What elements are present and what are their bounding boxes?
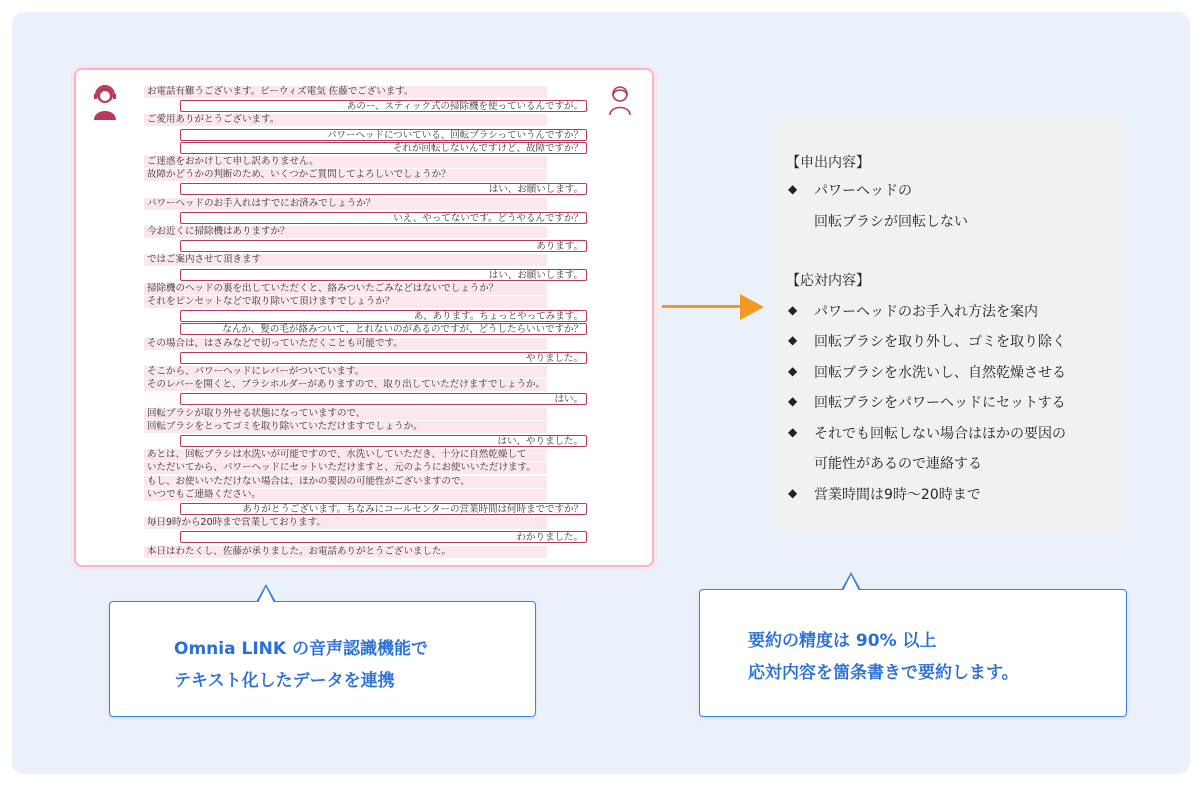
customer-line: あのー、スティック式の掃除機を使っているんですが。	[180, 100, 587, 112]
response-item: 回転ブラシを水洗いし、自然乾燥させる	[814, 365, 1066, 381]
operator-line: そこから、パワーヘッドにレバーがついています。	[144, 366, 547, 378]
arrow-icon	[662, 305, 742, 308]
customer-line: はい。	[180, 393, 587, 405]
arrow-head-icon	[740, 294, 764, 320]
bullet-icon: ◆	[788, 303, 798, 317]
response-item: 可能性があるので連絡する	[814, 456, 982, 472]
bullet-icon: ◆	[788, 486, 798, 500]
operator-line: 毎日9時から20時まで営業しております。	[144, 517, 547, 529]
operator-line: ご迷惑をおかけして申し訳ありません。	[144, 156, 547, 168]
operator-line: 故障かどうかの判断のため、いくつかご質問してよろしいでしょうか？	[144, 169, 547, 181]
customer-line: それが回転しないんですけど、故障ですか？	[180, 142, 587, 154]
operator-line: いただいてから、パワーヘッドにセットいただけますと、元のようにお使いいただけます。	[144, 462, 547, 474]
customer-line: はい、やりました。	[180, 435, 587, 447]
operator-line: ご愛用ありがとうございます。	[144, 114, 547, 126]
operator-line: その場合は、はさみなどで切っていただくことも可能です。	[144, 338, 547, 350]
operator-line: 回転ブラシをとってゴミを取り除いていただけますでしょうか。	[144, 421, 547, 433]
operator-line: あとは、回転ブラシは水洗いが可能ですので、水洗いしていただき、十分に自然乾燥して	[144, 449, 547, 461]
operator-line: いつでもご連絡ください。	[144, 489, 547, 501]
bullet-icon: ◆	[788, 364, 798, 378]
customer-line: パワーヘッドについている、回転ブラシっていうんですか？	[180, 129, 587, 141]
customer-line: いえ、やってないです。どうやるんですか？	[180, 212, 587, 224]
operator-line: 回転ブラシが取り外せる状態になっていますので、	[144, 408, 547, 420]
operator-line: パワーヘッドのお手入れはすでにお済みでしょうか？	[144, 198, 547, 210]
claim-item: パワーヘッドの	[814, 183, 912, 199]
response-heading: 【応対内容】	[786, 273, 870, 289]
customer-line: はい、お願いします。	[180, 269, 587, 281]
operator-line: お電話有難うございます。ビーウィズ電気 佐藤でございます。	[144, 86, 547, 98]
operator-line: そのレバーを開くと、ブラシホルダーがありますので、取り出していただけますでしょうか。	[144, 379, 547, 391]
callout-right	[699, 589, 1127, 717]
bullet-icon: ◆	[788, 394, 798, 408]
bullet-icon: ◆	[788, 182, 798, 196]
callout-left-line2: テキスト化したデータを連携	[174, 671, 395, 691]
bullet-icon: ◆	[788, 333, 798, 347]
callout-left	[109, 601, 536, 717]
response-item: パワーヘッドのお手入れ方法を案内	[814, 304, 1038, 320]
operator-icon	[90, 84, 120, 120]
claim-item: 回転ブラシが回転しない	[814, 214, 968, 230]
operator-line: ではご案内させて頂きます	[144, 254, 547, 266]
customer-line: あ、あります。ちょっとやってみます。	[180, 310, 587, 322]
operator-line: それをピンセットなどで取り除いて頂けますでしょうか？	[144, 296, 547, 308]
bullet-icon: ◆	[788, 425, 798, 439]
response-item: 営業時間は9時～20時まで	[814, 487, 981, 503]
customer-line: わかりました。	[180, 531, 587, 543]
claim-heading: 【申出内容】	[786, 155, 870, 171]
callout-right-line2: 応対内容を箇条書きで要約します。	[748, 663, 1019, 683]
callout-right-line1: 要約の精度は 90% 以上	[748, 631, 937, 651]
customer-line: なんか、髪の毛が絡みついて、とれないのがあるのですが、どうしたらいいですか？	[180, 323, 587, 335]
customer-line: はい、お願いします。	[180, 183, 587, 195]
customer-line: やりました。	[180, 352, 587, 364]
customer-line: あります。	[180, 240, 587, 252]
response-item: それでも回転しない場合はほかの要因の	[814, 426, 1066, 442]
customer-line: ありがとうございます。ちなみにコールセンターの営業時間は何時までですか？	[180, 503, 587, 515]
customer-icon	[607, 84, 633, 116]
response-item: 回転ブラシを取り外し、ゴミを取り除く	[814, 334, 1066, 350]
summary-panel	[776, 119, 1126, 531]
operator-line: 今お近くに掃除機はありますか？	[144, 226, 547, 238]
callout-left-line1: Omnia LINK の音声認識機能で	[174, 639, 428, 659]
response-item: 回転ブラシをパワーヘッドにセットする	[814, 395, 1066, 411]
operator-line: 掃除機のヘッドの裏を出していただくと、絡みついたごみなどはないでしょうか？	[144, 283, 547, 295]
operator-line: 本日はわたくし、佐藤が承りました。お電話ありがとうございました。	[144, 546, 547, 558]
operator-line: もし、お使いいただけない場合は、ほかの要因の可能性がございますので、	[144, 476, 547, 488]
